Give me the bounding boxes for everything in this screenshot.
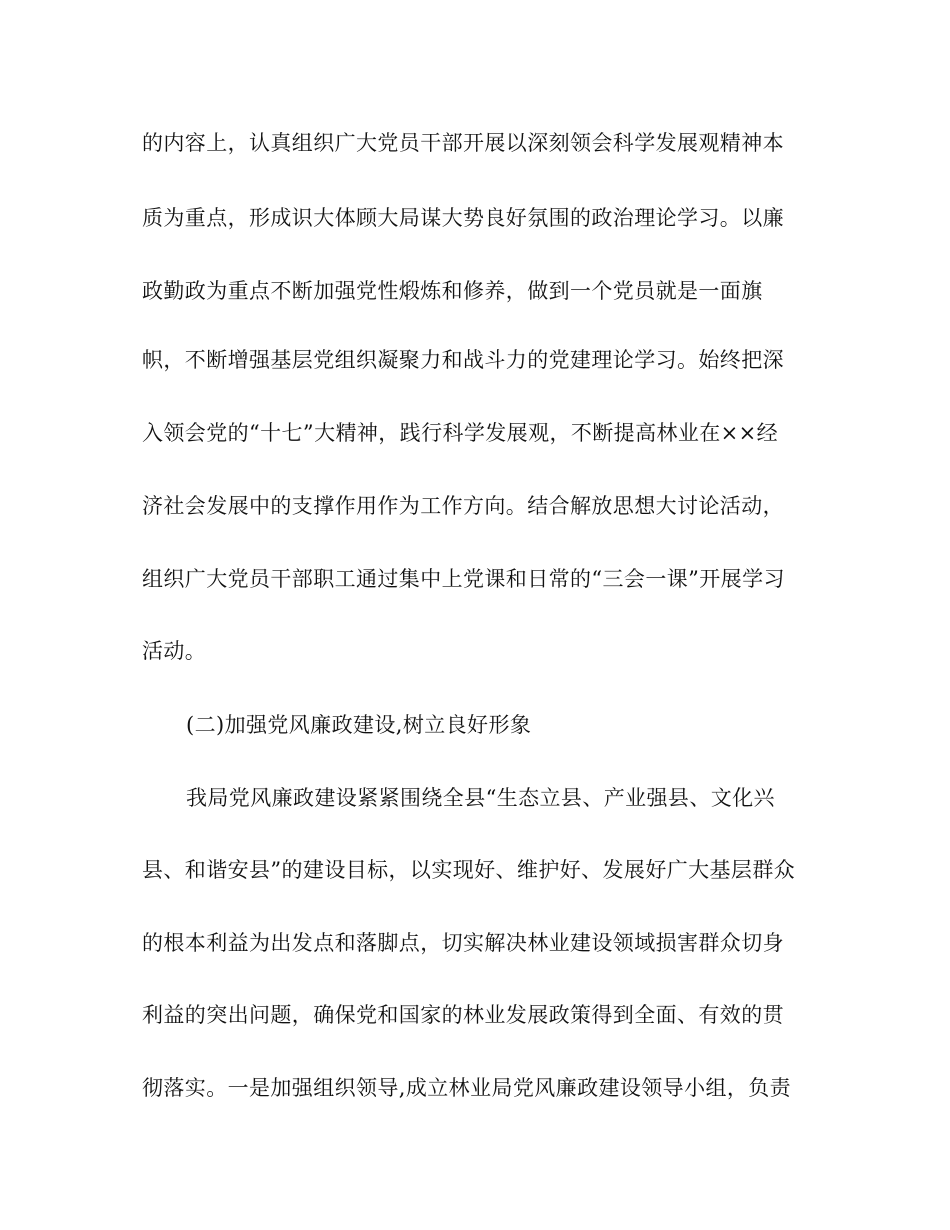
paragraph-line: 组织广大党员干部职工通过集中上党课和日常的“三会一课”开展学习 bbox=[142, 567, 785, 591]
paragraph-line: 活动。 bbox=[142, 639, 207, 663]
paragraph-line: 济社会发展中的支撑作用作为工作方向。结合解放思想大讨论活动， bbox=[142, 494, 784, 518]
paragraph-line: 政勤政为重点不断加强党性煅炼和修养，做到一个党员就是一面旗 bbox=[142, 279, 763, 303]
paragraph-line: 我局党风廉政建设紧紧围绕全县“生态立县、产业强县、文化兴 bbox=[186, 786, 775, 810]
paragraph-line: 的内容上，认真组织广大党员干部开展以深刻领会科学发展观精神本 bbox=[142, 131, 784, 155]
paragraph-line: 彻落实。一是加强组织领导,成立林业局党风廉政建设领导小组，负责 bbox=[142, 1076, 792, 1100]
section-heading: (二)加强党风廉政建设,树立良好形象 bbox=[186, 713, 532, 737]
paragraph-line: 县、和谐安县”的建设目标，以实现好、维护好、发展好广大基层群众 bbox=[142, 858, 796, 882]
paragraph-line: 入领会党的“十七”大精神，践行科学发展观，不断提高林业在××经 bbox=[142, 421, 779, 445]
paragraph-line: 利益的突出问题，确保党和国家的林业发展政策得到全面、有效的贯 bbox=[142, 1003, 784, 1027]
paragraph-line: 帜，不断增强基层党组织凝聚力和战斗力的党建理论学习。始终把深 bbox=[142, 348, 784, 372]
paragraph-line: 的根本利益为出发点和落脚点，切实解决林业建设领域损害群众切身 bbox=[142, 931, 784, 955]
paragraph-line: 质为重点，形成识大体顾大局谋大势良好氛围的政治理论学习。以廉 bbox=[142, 206, 784, 230]
